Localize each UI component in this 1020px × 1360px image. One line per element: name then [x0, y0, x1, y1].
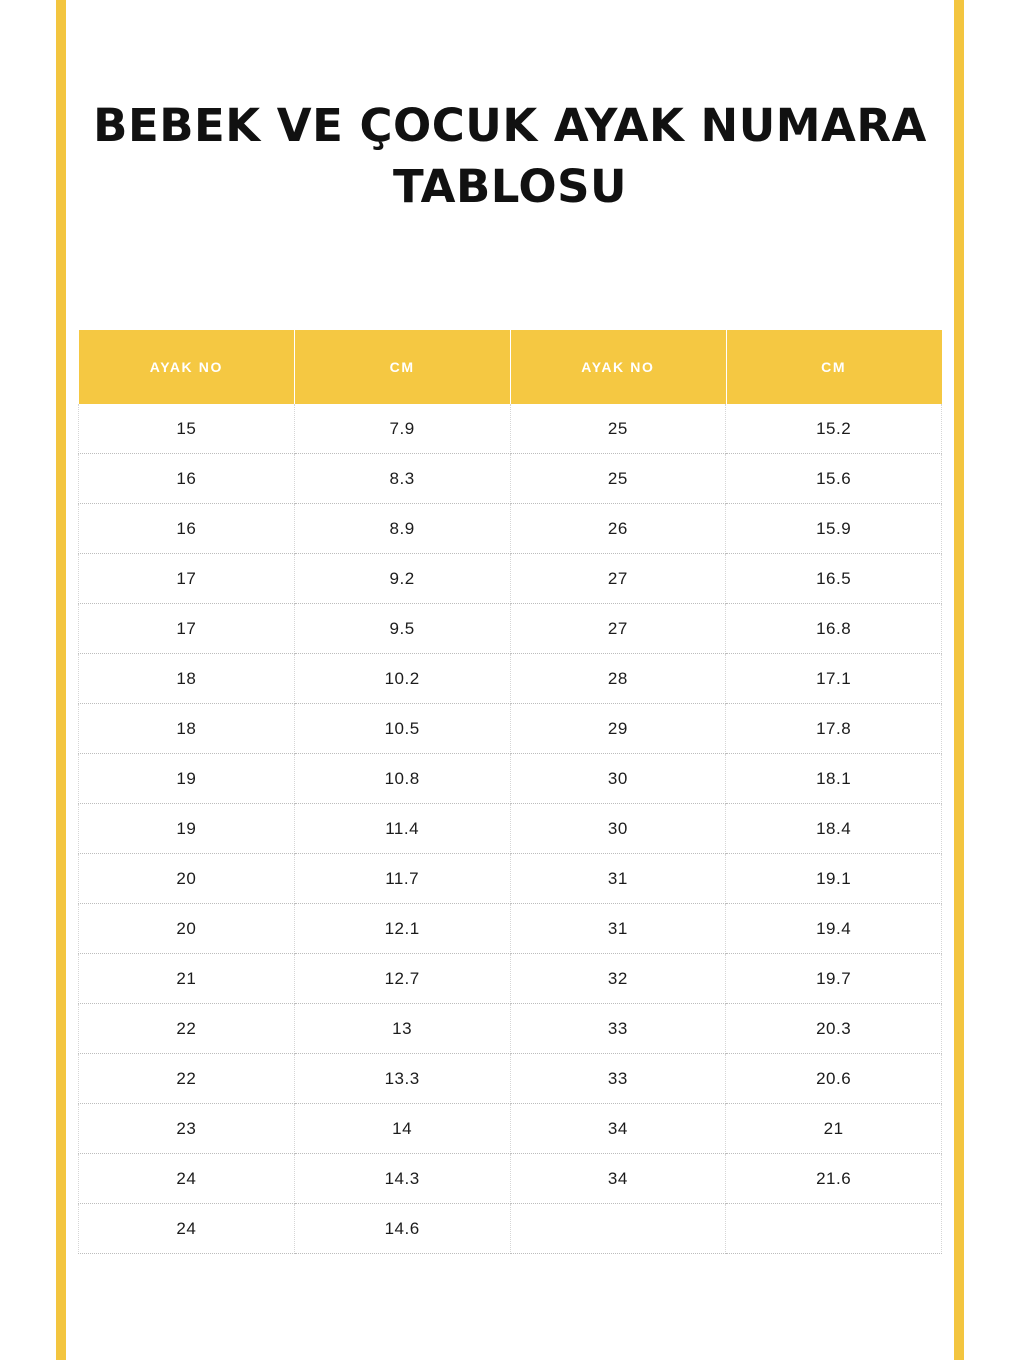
table-cell: 15 [79, 404, 295, 454]
table-cell: 10.2 [294, 654, 510, 704]
table-row [79, 754, 942, 804]
table-cell: 22 [79, 1004, 295, 1054]
table-cell: 17.8 [726, 704, 942, 754]
table-cell: 14.3 [294, 1154, 510, 1204]
table-cell: 20.6 [726, 1054, 942, 1104]
left-accent-bar [56, 0, 66, 1360]
column-header-ayak-no-1: AYAK NO [79, 330, 295, 404]
table-cell: 14.6 [294, 1204, 510, 1254]
table-cell: 12.1 [294, 904, 510, 954]
table-cell: 21.6 [726, 1154, 942, 1204]
table-row [79, 1154, 942, 1204]
column-header-cm-2: CM [726, 330, 942, 404]
table-cell: 25 [510, 454, 726, 504]
table-cell: 16 [79, 454, 295, 504]
page-title: BEBEK VE ÇOCUK AYAK NUMARA TABLOSU [93, 99, 927, 213]
table-cell: 13 [294, 1004, 510, 1054]
table-cell: 7.9 [294, 404, 510, 454]
table-cell: 15.6 [726, 454, 942, 504]
table-row [79, 1104, 942, 1154]
table-row [79, 454, 942, 504]
table-row [79, 704, 942, 754]
table-cell: 8.9 [294, 504, 510, 554]
table-cell: 16.5 [726, 554, 942, 604]
table-cell: 26 [510, 504, 726, 554]
column-header-cm-1: CM [294, 330, 510, 404]
table-cell: 23 [79, 1104, 295, 1154]
table-cell: 30 [510, 804, 726, 854]
table-row [79, 554, 942, 604]
table-row [79, 904, 942, 954]
table-cell: 22 [79, 1054, 295, 1104]
table-cell: 19 [79, 754, 295, 804]
table-cell: 19.7 [726, 954, 942, 1004]
content-area [78, 0, 942, 1360]
table-cell [726, 1204, 942, 1254]
table-row [79, 504, 942, 554]
table-cell: 21 [79, 954, 295, 1004]
table-cell: 19 [79, 804, 295, 854]
table-cell: 12.7 [294, 954, 510, 1004]
table-cell: 18 [79, 704, 295, 754]
table-row [79, 954, 942, 1004]
table-cell: 24 [79, 1204, 295, 1254]
table-cell: 17.1 [726, 654, 942, 704]
table-cell: 14 [294, 1104, 510, 1154]
table-cell: 20 [79, 904, 295, 954]
table-cell: 20.3 [726, 1004, 942, 1054]
table-cell: 16.8 [726, 604, 942, 654]
table-header-row [79, 330, 942, 404]
table-cell: 27 [510, 604, 726, 654]
table-row [79, 604, 942, 654]
table-cell [510, 1204, 726, 1254]
table-cell: 15.9 [726, 504, 942, 554]
table-cell: 19.1 [726, 854, 942, 904]
table-cell: 18.4 [726, 804, 942, 854]
table-row [79, 804, 942, 854]
table-cell: 15.2 [726, 404, 942, 454]
table-cell: 25 [510, 404, 726, 454]
table-cell: 27 [510, 554, 726, 604]
table-cell: 8.3 [294, 454, 510, 504]
table-row [79, 1054, 942, 1104]
table-body [79, 404, 942, 1254]
table-cell: 17 [79, 554, 295, 604]
table-cell: 34 [510, 1104, 726, 1154]
table-cell: 34 [510, 1154, 726, 1204]
table-cell: 28 [510, 654, 726, 704]
table-cell: 33 [510, 1004, 726, 1054]
table-cell: 21 [726, 1104, 942, 1154]
table-cell: 10.8 [294, 754, 510, 804]
table-cell: 20 [79, 854, 295, 904]
table-cell: 10.5 [294, 704, 510, 754]
table-cell: 33 [510, 1054, 726, 1104]
table-header [79, 330, 942, 404]
table-cell: 32 [510, 954, 726, 1004]
table-cell: 11.7 [294, 854, 510, 904]
table-cell: 17 [79, 604, 295, 654]
table-cell: 18 [79, 654, 295, 704]
table-row [79, 1204, 942, 1254]
table-cell: 31 [510, 854, 726, 904]
column-header-ayak-no-2: AYAK NO [510, 330, 726, 404]
table-cell: 9.5 [294, 604, 510, 654]
table-row [79, 404, 942, 454]
table-cell: 24 [79, 1154, 295, 1204]
table-cell: 31 [510, 904, 726, 954]
right-accent-bar [954, 0, 964, 1360]
table-cell: 11.4 [294, 804, 510, 854]
table-cell: 13.3 [294, 1054, 510, 1104]
table-cell: 29 [510, 704, 726, 754]
shoe-size-table [78, 330, 942, 1254]
table-cell: 16 [79, 504, 295, 554]
table-cell: 18.1 [726, 754, 942, 804]
table-row [79, 854, 942, 904]
table-row [79, 1004, 942, 1054]
table-cell: 19.4 [726, 904, 942, 954]
table-cell: 9.2 [294, 554, 510, 604]
table-row [79, 654, 942, 704]
table-cell: 30 [510, 754, 726, 804]
